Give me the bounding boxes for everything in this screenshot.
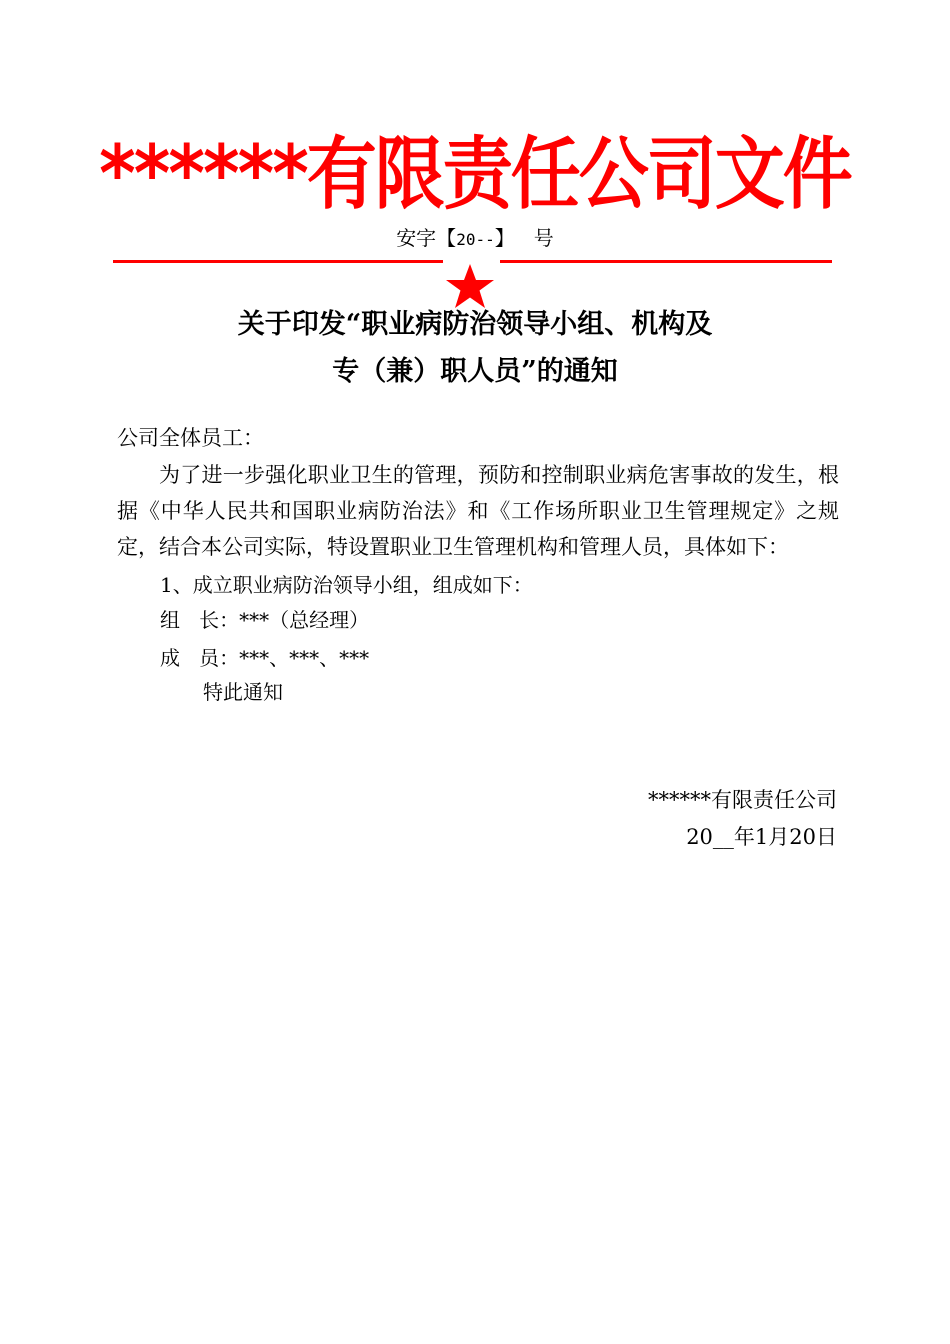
notice-title-line-2: 专（兼）职人员”的通知	[332, 356, 618, 387]
doc-number-year: 20--	[456, 230, 495, 249]
list-item-1: 1、成立职业病防治领导小组，组成如下：	[160, 573, 533, 597]
red-rule-right	[500, 260, 832, 263]
notice-title-line-1: 关于印发“职业病防治领导小组、机构及	[237, 309, 713, 340]
group-leader: 组 长：***（总经理）	[160, 608, 370, 632]
doc-number-prefix: 安字【	[396, 226, 457, 250]
doc-number-suffix: 】 号	[494, 226, 554, 250]
body-paragraph: 为了进一步强化职业卫生的管理，预防和控制职业病危害事故的发生，根据《中华人民共和国职业病防治法》和《工作场所职业卫生管理规定》之规定，结合本公司实际，特设置职业卫生管理机构和管理人员，具体如下：	[117, 463, 839, 559]
red-rule-left	[113, 260, 443, 263]
group-members: 成 员：***、***、***	[160, 646, 370, 670]
signature-date: 20__年1月20日	[686, 825, 837, 849]
salutation: 公司全体员工：	[117, 426, 264, 450]
document-masthead: ******有限责任公司文件	[99, 128, 851, 220]
closing-phrase: 特此通知	[203, 680, 283, 704]
red-star-icon	[444, 262, 496, 310]
signature-company: ******有限责任公司	[648, 788, 837, 812]
document-number	[0, 224, 950, 254]
body-text	[117, 457, 839, 565]
